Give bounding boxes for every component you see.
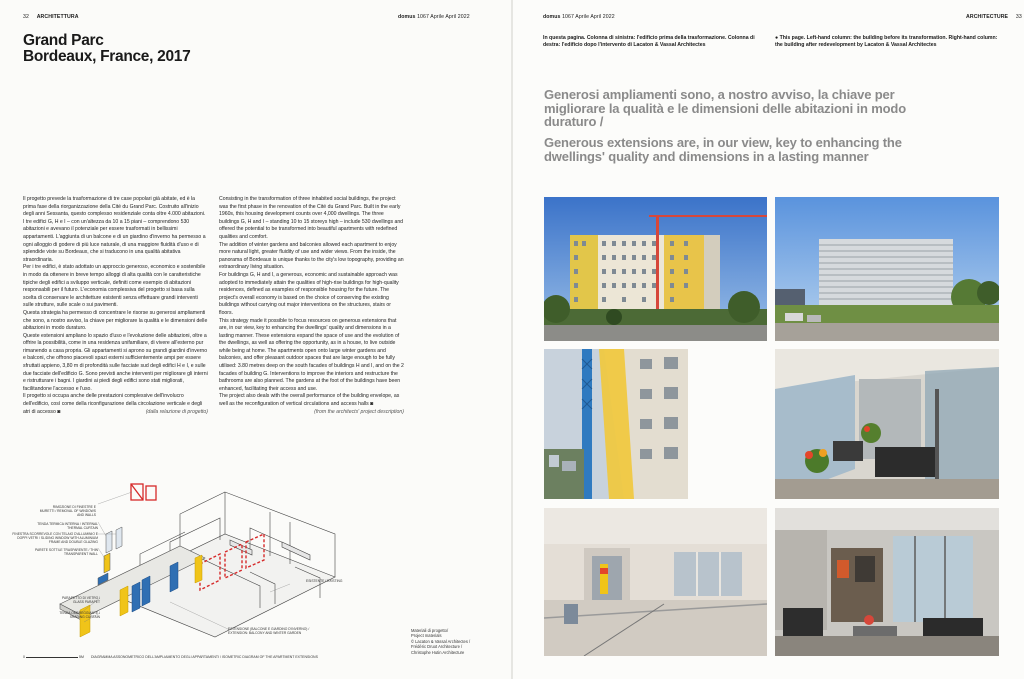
italian-credit: (dalla relazione di progetto) [145, 408, 208, 415]
label-thermal-curtain: TENDA TERMICA INTERNA / INTERNAL THERMAL CURTAIN [37, 522, 98, 531]
end-mark-icon: ◙ [57, 408, 61, 415]
masthead-brand: domus [543, 14, 561, 20]
photo-interior-before-image [544, 508, 767, 656]
photo-winter-garden-after-image [775, 349, 999, 499]
label-removal: RIMOZIONE DI FINESTRE E MURETTI / REMOVAL OF WINDOWS AND WALLS [39, 505, 96, 518]
photo-building-after-image [775, 197, 999, 341]
caption-english: ● This page. Left-hand column: the building before its transformation. Right-hand column: the building after redevelopment by Lacaton & Vassal Architectes [775, 35, 998, 48]
italian-paragraph: Questa strategia ha permesso di concentrare le risorse su generosi ampliamenti che sono, a nostro avviso, la chiave per migliorare la qualità e le dimensioni delle abitazioni in modo duraturo. [23, 309, 208, 332]
italian-paragraph: Il progetto si occupa anche delle prestazioni complessive dell'involucro dell'edificio, così come della riconfigurazione della circolazione verticale e degli atri di accesso [23, 393, 203, 415]
label-shading-curtain: TENDA OMBREGGIANTE / SHADING CURTAIN [59, 611, 100, 620]
label-transparent-wall: PARETE SOTTILE TRASPARENTE / THIN TRANSPARENT WALL [35, 548, 98, 557]
label-glass-parapet: PARAPETTO DI VETRO / GLASS PARAPET [62, 596, 100, 605]
english-paragraph: For buildings G, H and I, a generous, economic and sustainable approach was adopted to immediately attain the qualities of high-rise buildings for high-quality residences, defined as examples of responsible housing for the future. The project's overall economy is based on the choice of conserving the existing buildings without carrying out major interventions on the structures, stairs or floors. [219, 271, 399, 316]
materials-credit [411, 628, 470, 655]
project-title [23, 33, 190, 64]
section-label: ARCHITETTURA [36, 14, 79, 20]
right-page [513, 0, 1024, 679]
masthead-issue: 1067 Aprile April 2022 [562, 14, 615, 20]
page-number: 32 [23, 14, 29, 20]
left-page [0, 0, 511, 679]
left-masthead [398, 14, 470, 20]
right-masthead [543, 14, 615, 20]
english-paragraph: The addition of winter gardens and balconies allowed each apartment to enjoy more natural light, greater fluidity of use and wider views. From the inside, the panorama of Bordeaux is unique thanks to the city's low topography, providing an extraordinary living situation. [219, 241, 404, 271]
materials-line: Materiali di progetto/ [411, 628, 449, 633]
italian-text-column [23, 196, 208, 416]
end-mark-icon: ◙ [370, 401, 374, 408]
isometric-drawing [20, 472, 350, 652]
photo-winter-garden-after [775, 349, 999, 499]
isometric-diagram [12, 472, 350, 652]
section-label: ARCHITECTURE [966, 14, 1009, 20]
english-paragraph: The project also deals with the overall performance of the building envelope, as well as the reconfiguration of vertical circulations and access halls [219, 393, 400, 408]
materials-line: Christophe Hutin Architecture [411, 649, 465, 655]
english-paragraph: This strategy made it possible to focus resources on generous extensions that are, in our view, key to enhancing the dwellings' quality and dimensions in a lasting manner. These extensions expand the space of use and the evolution of the dwellings, as well as offering the opportunity, as in a house, to live outside while being at home. The apartments open onto large winter gardens and balconies, and offer pleasant outdoor spaces that are large enough to be fully utilised: 3.80 metres deep on the south facades of buildings H and I, and on the 2 facades of building G. Interventions to improve the interiors and restructure the bathrooms are also planned. The gardens at the foot of the buildings have been enhanced, facilitating their access and use. [219, 317, 404, 392]
photo-interior-after-image [775, 508, 999, 656]
photo-interior-before [544, 508, 767, 656]
label-extension: ESTENSIONE (BALCONE E GIARDINO D'INVERNO) / EXTENSION: BALCONY AND WINTER GARDEN [228, 627, 310, 636]
scale-end: 5M [79, 655, 84, 659]
italian-paragraph: Per i tre edifici, è stato adottato un approccio generoso, economico e sostenibile in modo da ottenere in breve tempo alloggi di alta qualità con le caratteristiche tipiche degli edifici a sviluppo verticale, definiti come esempio di abitazioni responsabili per il futuro. L'economia complessiva del progetto si basa sulla scelta di conservare le architetture esistenti senza effettuare grandi interventi sulle strutture, sulle scale o sui pavimenti. [23, 264, 206, 309]
left-page-header [23, 14, 79, 20]
title-line-1: Grand Parc [23, 32, 104, 49]
pull-quote-italian: Generosi ampliamenti sono, a nostro avviso, la chiave per migliorare la qualità e le dimensioni delle abitazioni in modo duraturo / [544, 87, 906, 130]
english-paragraph: Consisting in the transformation of three inhabited social buildings, the project was the first phase in the renovation of the Cité du Grand Parc. Built in the early 1960s, this housing development counts over 4,000 dwellings. The three buildings G, H and I – standing 10 to 15 storeys high – include 530 dwellings and offered the potential to be transformed into beautiful apartments with redefined qualities and comfort. [219, 196, 404, 240]
photo-balcony-before [544, 349, 688, 499]
materials-line: Project materials [411, 633, 442, 639]
label-existing: ESISTENTE / EXISTING [306, 579, 343, 583]
pull-quote-english: Generous extensions are, in our view, key to enhancing the dwellings' quality and dimensions in a lasting manner [544, 135, 902, 164]
masthead-brand: domus [398, 14, 416, 20]
photo-interior-after [775, 508, 999, 656]
label-sliding-window: FINESTRA SCORREVOLE CON TELAIO D'ALLUMINIO E DOPPI VETRI / SLIDING WINDOW WITH ALUMINIUM FRAME AND DOUBLE GLAZING [12, 532, 98, 545]
scale-bar [26, 657, 78, 658]
diagram-caption: DIAGRAMMA ASSONOMETRICO DELL'AMPLIAMENTO DEGLI APPARTAMENTI / ISOMETRIC DIAGRAM OF THE APARTMENT EXTENSIONS [91, 655, 318, 659]
materials-line: Frédéric Druot Architecture / [411, 644, 463, 650]
photo-building-before-image [544, 197, 767, 341]
page-number: 33 [1015, 14, 1022, 20]
photo-balcony-before-image [544, 349, 688, 499]
right-page-header [966, 14, 1022, 20]
photo-building-before [544, 197, 767, 341]
materials-line: © Lacaton & Vassal Architectes / [411, 638, 471, 644]
english-credit: (from the architects' project description) [314, 408, 404, 415]
caption-italian: In questa pagina. Colonna di sinistra: l'edificio prima della trasformazione. Colonna di destra: l'edificio dopo l'intervento di Lacaton & Vassal Architectes [543, 35, 755, 48]
italian-paragraph: Queste estensioni ampliano lo spazio d'uso e l'evoluzione delle abitazioni, oltre a offrire la possibilità, come in una residenza unifamiliare, di vivere all'esterno pur rimanendo a casa propria. Gli appartamenti si aprono su grandi giardini d'inverno e balconi, che offrono piacevoli spazi esterni sufficientemente ampi per essere sfruttati appieno, 3,80 m di profondità sulle facciate sud degli edifici H e I, e sulle due facciate dell'edificio G. Sono previsti anche interventi per migliorare gli interni e ristrutturare i bagni. I giardini ai piedi degli edifici sono stati migliorati, facilitandone l'accesso e l'uso. [23, 332, 208, 392]
title-line-2: Bordeaux, France, 2017 [23, 47, 191, 65]
english-text-column [219, 196, 404, 416]
masthead-issue: 1067 Aprile April 2022 [417, 14, 470, 20]
italian-paragraph: Il progetto prevede la trasformazione di tre case popolari già abitate, ed è la prima fase della riorganizzazione della Cité du Grand Parc. Costruito all'inizio degli anni Sessanta, questo complesso residenziale conta oltre 4.000 abitazioni. I tre edifici G, H e I – con un'altezza da 10 a 15 piani – comprendono 530 abitazioni e avevano il potenziale per essere trasformati in bellissimi appartamenti. L'aggiunta di un balcone e di un giardino d'inverno ha permesso a ogni alloggio di godere di più luce naturale, di una maggiore fluidità d'uso e di splendide viste su Bordeaux, che si traducono in una qualità abitativa straordinaria. [23, 196, 206, 263]
photo-building-after [775, 197, 999, 341]
scale-start: 0 [23, 655, 25, 659]
